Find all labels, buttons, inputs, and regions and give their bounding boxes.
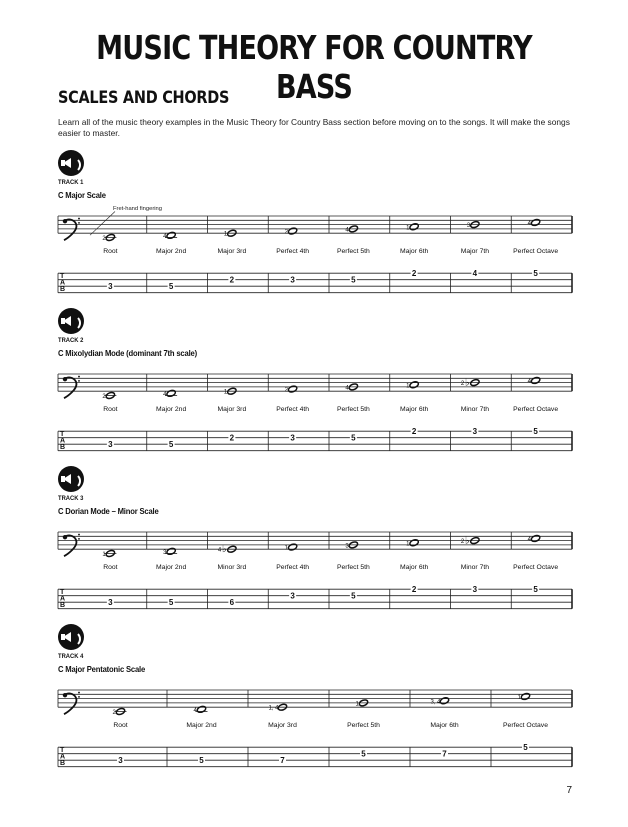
- track-label: TRACK 1: [58, 179, 84, 186]
- note-head: [439, 697, 449, 705]
- tab-fret-number: 5: [523, 743, 528, 753]
- page-title: MUSIC THEORY FOR COUNTRY BASS: [96, 28, 532, 106]
- finger-number: 1: [355, 701, 359, 708]
- interval-label: Minor 3rd: [217, 564, 247, 572]
- finger-number: 4: [163, 233, 167, 240]
- note-head: [193, 705, 206, 714]
- track-label: TRACK 4: [58, 653, 84, 660]
- tab-fret-number: 5: [168, 440, 174, 450]
- tab-fret-number: 3: [472, 585, 478, 595]
- tab-letter: B: [60, 602, 66, 610]
- finger-number: 4: [193, 707, 197, 714]
- interval-label: Perfect 5th: [336, 406, 370, 414]
- track-label: TRACK 2: [58, 337, 84, 344]
- interval-label: Major 3rd: [217, 406, 247, 414]
- interval-label: Root: [103, 406, 118, 414]
- tab-fret-number: 5: [351, 275, 356, 285]
- interval-label: Major 2nd: [156, 564, 187, 572]
- note-head: [531, 534, 541, 542]
- tab-fret-number: 3: [290, 591, 295, 601]
- tab-fret-number: 6: [229, 598, 235, 608]
- finger-number: 4: [345, 385, 349, 392]
- finger-number: 3: [163, 549, 167, 556]
- tab-fret-number: 3: [118, 756, 123, 766]
- tab-fret-number: 7: [280, 756, 285, 766]
- finger-number: 2: [284, 229, 288, 236]
- interval-label: Major 6th: [399, 248, 429, 256]
- flat-icon: ♭: [464, 535, 470, 547]
- audio-track[interactable]: [58, 308, 86, 344]
- tab-fret-number: 5: [168, 598, 174, 608]
- note-head: [288, 227, 298, 235]
- interval-label: Major 2nd: [186, 722, 217, 730]
- tab-letter: A: [60, 437, 66, 445]
- notation-staff: [0, 670, 628, 790]
- tab-fret-number: 5: [168, 282, 174, 292]
- finger-number: 1: [223, 389, 228, 396]
- scale-title: C Dorian Mode – Minor Scale: [58, 506, 159, 516]
- tab-letter: A: [60, 279, 66, 287]
- tab-fret-number: 2: [411, 427, 417, 437]
- tab-fret-number: 5: [533, 585, 538, 595]
- interval-label: Major 6th: [399, 564, 429, 572]
- finger-number: 1: [406, 541, 410, 548]
- interval-label: Perfect 4th: [276, 248, 310, 256]
- finger-number: 4: [345, 227, 349, 234]
- tab-letter: T: [60, 431, 65, 439]
- flat-icon: ♭: [221, 544, 227, 556]
- tab-letter: A: [60, 753, 66, 761]
- scale-title: C Major Scale: [58, 190, 106, 200]
- tab-fret-number: 3: [108, 440, 113, 450]
- note-head: [409, 381, 419, 389]
- note-head: [166, 547, 176, 555]
- intro-text: Learn all of the music theory examples in the Music Theory for Country Bass section before moving on to the songs. It will make the songs easier to master.: [58, 117, 570, 138]
- finger-number: 2: [460, 381, 465, 388]
- note-head: [288, 385, 298, 393]
- speaker-icon[interactable]: [58, 308, 84, 334]
- finger-number: 1: [223, 231, 228, 238]
- tab-fret-number: 2: [411, 269, 417, 279]
- tab-fret-number: 5: [533, 269, 538, 279]
- interval-label: Perfect 4th: [276, 406, 310, 414]
- page-number: 7: [566, 785, 572, 796]
- note-head: [288, 543, 298, 551]
- tab-fret-number: 7: [442, 749, 447, 759]
- tab-fret-number: 4: [472, 269, 478, 279]
- interval-label: Root: [103, 248, 118, 256]
- tab-fret-number: 2: [411, 585, 417, 595]
- tab-fret-number: 3: [472, 427, 478, 437]
- scale-title: C Major Pentatonic Scale: [58, 664, 146, 674]
- interval-label: Major 7th: [460, 248, 490, 256]
- audio-track[interactable]: [58, 150, 86, 186]
- finger-number: 2: [102, 394, 106, 400]
- note-head: [517, 692, 530, 701]
- notation-staff: [0, 196, 628, 316]
- finger-number: 1: [284, 545, 288, 552]
- tab-fret-number: 5: [533, 427, 538, 437]
- note-head: [531, 376, 541, 384]
- finger-number: 1, 4: [268, 705, 279, 712]
- finger-number: 3, 4: [430, 699, 441, 706]
- finger-number: 1: [517, 694, 521, 701]
- finger-number: 3: [466, 223, 471, 230]
- audio-track[interactable]: [58, 624, 86, 660]
- notation-staff: [0, 354, 628, 474]
- interval-label: Major 3rd: [217, 248, 247, 256]
- finger-number: 2: [284, 387, 288, 394]
- tab-letter: T: [60, 589, 65, 597]
- interval-label: Perfect Octave: [513, 406, 559, 414]
- interval-label: Root: [113, 722, 128, 730]
- finger-number: 4: [527, 220, 531, 227]
- finger-number: 1: [406, 383, 410, 390]
- interval-label: Major 6th: [430, 722, 459, 730]
- finger-number: 4: [163, 391, 167, 398]
- interval-label: Perfect Octave: [513, 248, 559, 256]
- tab-fret-number: 3: [290, 433, 295, 443]
- note-head: [166, 231, 176, 239]
- finger-number: 1: [102, 552, 106, 558]
- notation-staff: [0, 512, 628, 632]
- interval-label: Minor 7th: [460, 564, 490, 572]
- interval-label: Root: [103, 564, 118, 572]
- speaker-icon[interactable]: [58, 150, 84, 176]
- interval-label: Perfect 5th: [336, 564, 370, 572]
- tab-fret-number: 3: [108, 282, 113, 292]
- audio-track[interactable]: [58, 466, 86, 502]
- tab-fret-number: 3: [290, 275, 295, 285]
- finger-number: 2: [102, 236, 106, 242]
- interval-label: Major 2nd: [156, 406, 187, 414]
- interval-label: Major 3rd: [268, 722, 297, 730]
- tab-fret-number: 2: [229, 433, 235, 443]
- finger-number: 1: [406, 225, 410, 232]
- interval-label: Perfect 4th: [276, 564, 310, 572]
- tab-fret-number: 5: [351, 433, 356, 443]
- tab-fret-number: 2: [229, 275, 235, 285]
- finger-number: 2: [112, 710, 116, 716]
- tab-fret-number: 5: [361, 749, 366, 759]
- note-head: [166, 389, 176, 397]
- tab-fret-number: 5: [351, 591, 356, 601]
- finger-number: 4: [527, 378, 531, 385]
- interval-label: Major 6th: [399, 406, 429, 414]
- tab-letter: T: [60, 747, 65, 755]
- tab-letter: B: [60, 286, 66, 294]
- note-head: [409, 223, 419, 231]
- tab-letter: T: [60, 273, 65, 281]
- note-head: [531, 218, 541, 226]
- tab-letter: B: [60, 444, 66, 452]
- scale-title: C Mixolydian Mode (dominant 7th scale): [58, 348, 197, 358]
- interval-label: Perfect Octave: [503, 722, 548, 730]
- finger-number: 4: [217, 547, 222, 554]
- speaker-icon[interactable]: [58, 466, 84, 492]
- interval-label: Perfect 5th: [347, 722, 380, 730]
- finger-number: 4: [527, 536, 531, 543]
- interval-label: Perfect 5th: [336, 248, 370, 256]
- finger-number: 2: [460, 539, 465, 546]
- section-heading: SCALES AND CHORDS: [58, 88, 230, 108]
- tab-fret-number: 5: [199, 756, 204, 766]
- tab-letter: A: [60, 595, 66, 603]
- interval-label: Major 2nd: [156, 248, 187, 256]
- flat-icon: ♭: [464, 377, 470, 389]
- interval-label: Perfect Octave: [513, 564, 559, 572]
- fret-hand-callout: Fret-hand fingering: [113, 206, 162, 212]
- note-head: [409, 539, 419, 547]
- finger-number: 3: [345, 543, 349, 550]
- tab-fret-number: 3: [108, 598, 113, 608]
- track-label: TRACK 3: [58, 495, 84, 502]
- tab-letter: B: [60, 760, 66, 768]
- speaker-icon[interactable]: [58, 624, 84, 650]
- interval-label: Minor 7th: [460, 406, 490, 414]
